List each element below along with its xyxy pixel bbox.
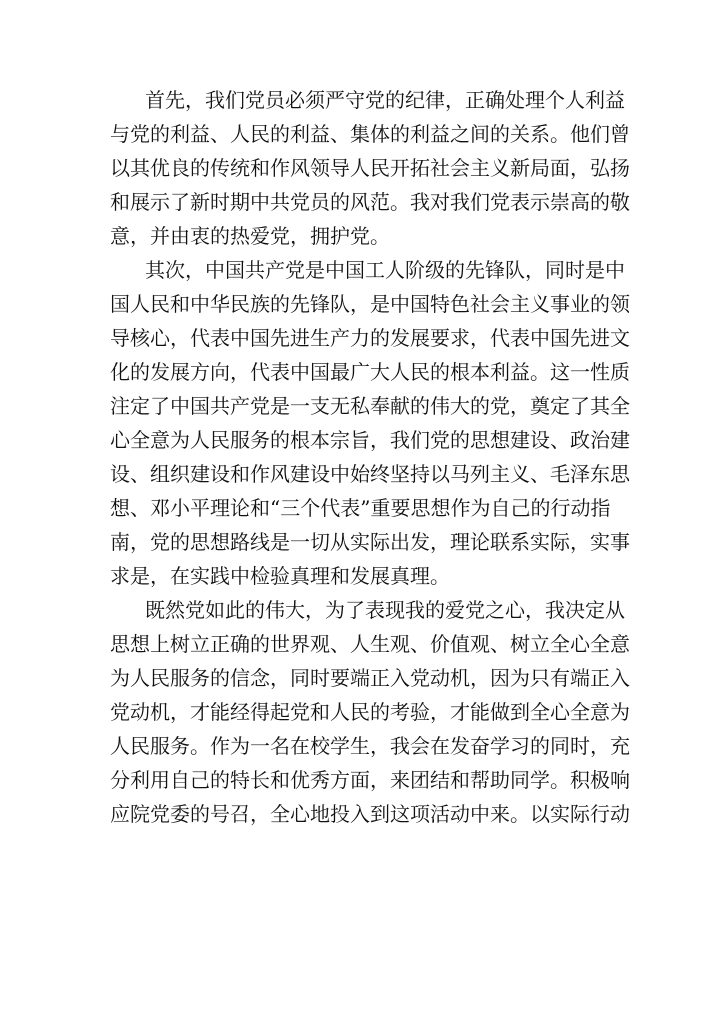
text-line: 首先，我们党员必须严守党的纪律，正确处理个人利益	[145, 88, 625, 112]
text-line: 导核心，代表中国先进生产力的发展要求，代表中国先进文	[110, 326, 630, 350]
text-line: 分利用自己的特长和优秀方面，来团结和帮助同学。积极响	[110, 768, 630, 792]
text-line: 应院党委的号召，全心地投入到这项活动中来。以实际行动	[110, 802, 630, 826]
text-line: 思想上树立正确的世界观、人生观、价值观、树立全心全意	[110, 632, 630, 656]
text-line: 以其优良的传统和作风领导人民开拓社会主义新局面，弘扬	[110, 156, 630, 180]
text-line: 设、组织建设和作风建设中始终坚持以马列主义、毛泽东思	[110, 462, 630, 486]
text-line: 和展示了新时期中共党员的风范。我对我们党表示崇高的敬	[110, 190, 630, 214]
text-line: 心全意为人民服务的根本宗旨，我们党的思想建设、政治建	[110, 428, 630, 452]
text-line: 为人民服务的信念，同时要端正入党动机，因为只有端正入	[110, 666, 630, 690]
paragraph-2	[110, 253, 630, 593]
document-page	[110, 83, 630, 831]
text-line: 与党的利益、人民的利益、集体的利益之间的关系。他们曾	[110, 122, 630, 146]
text-line: 想、邓小平理论和“三个代表”重要思想作为自己的行动指	[110, 496, 611, 520]
text-line: 国人民和中华民族的先锋队，是中国特色社会主义事业的领	[110, 292, 630, 316]
text-line: 意，并由衷的热爱党，拥护党。	[110, 224, 390, 248]
text-line: 人民服务。作为一名在校学生，我会在发奋学习的同时，充	[110, 734, 630, 758]
text-line: 既然党如此的伟大，为了表现我的爱党之心，我决定从	[145, 598, 625, 622]
text-line: 求是，在实践中检验真理和发展真理。	[110, 564, 450, 588]
text-line: 化的发展方向，代表中国最广大人民的根本利益。这一性质	[110, 360, 630, 384]
paragraph-1	[110, 83, 630, 253]
text-line: 注定了中国共产党是一支无私奉献的伟大的党，奠定了其全	[110, 394, 630, 418]
text-line: 南，党的思想路线是一切从实际出发，理论联系实际，实事	[110, 530, 630, 554]
text-line: 其次，中国共产党是中国工人阶级的先锋队，同时是中	[145, 258, 625, 282]
paragraph-3	[110, 593, 630, 831]
text-line: 党动机，才能经得起党和人民的考验，才能做到全心全意为	[110, 700, 630, 724]
